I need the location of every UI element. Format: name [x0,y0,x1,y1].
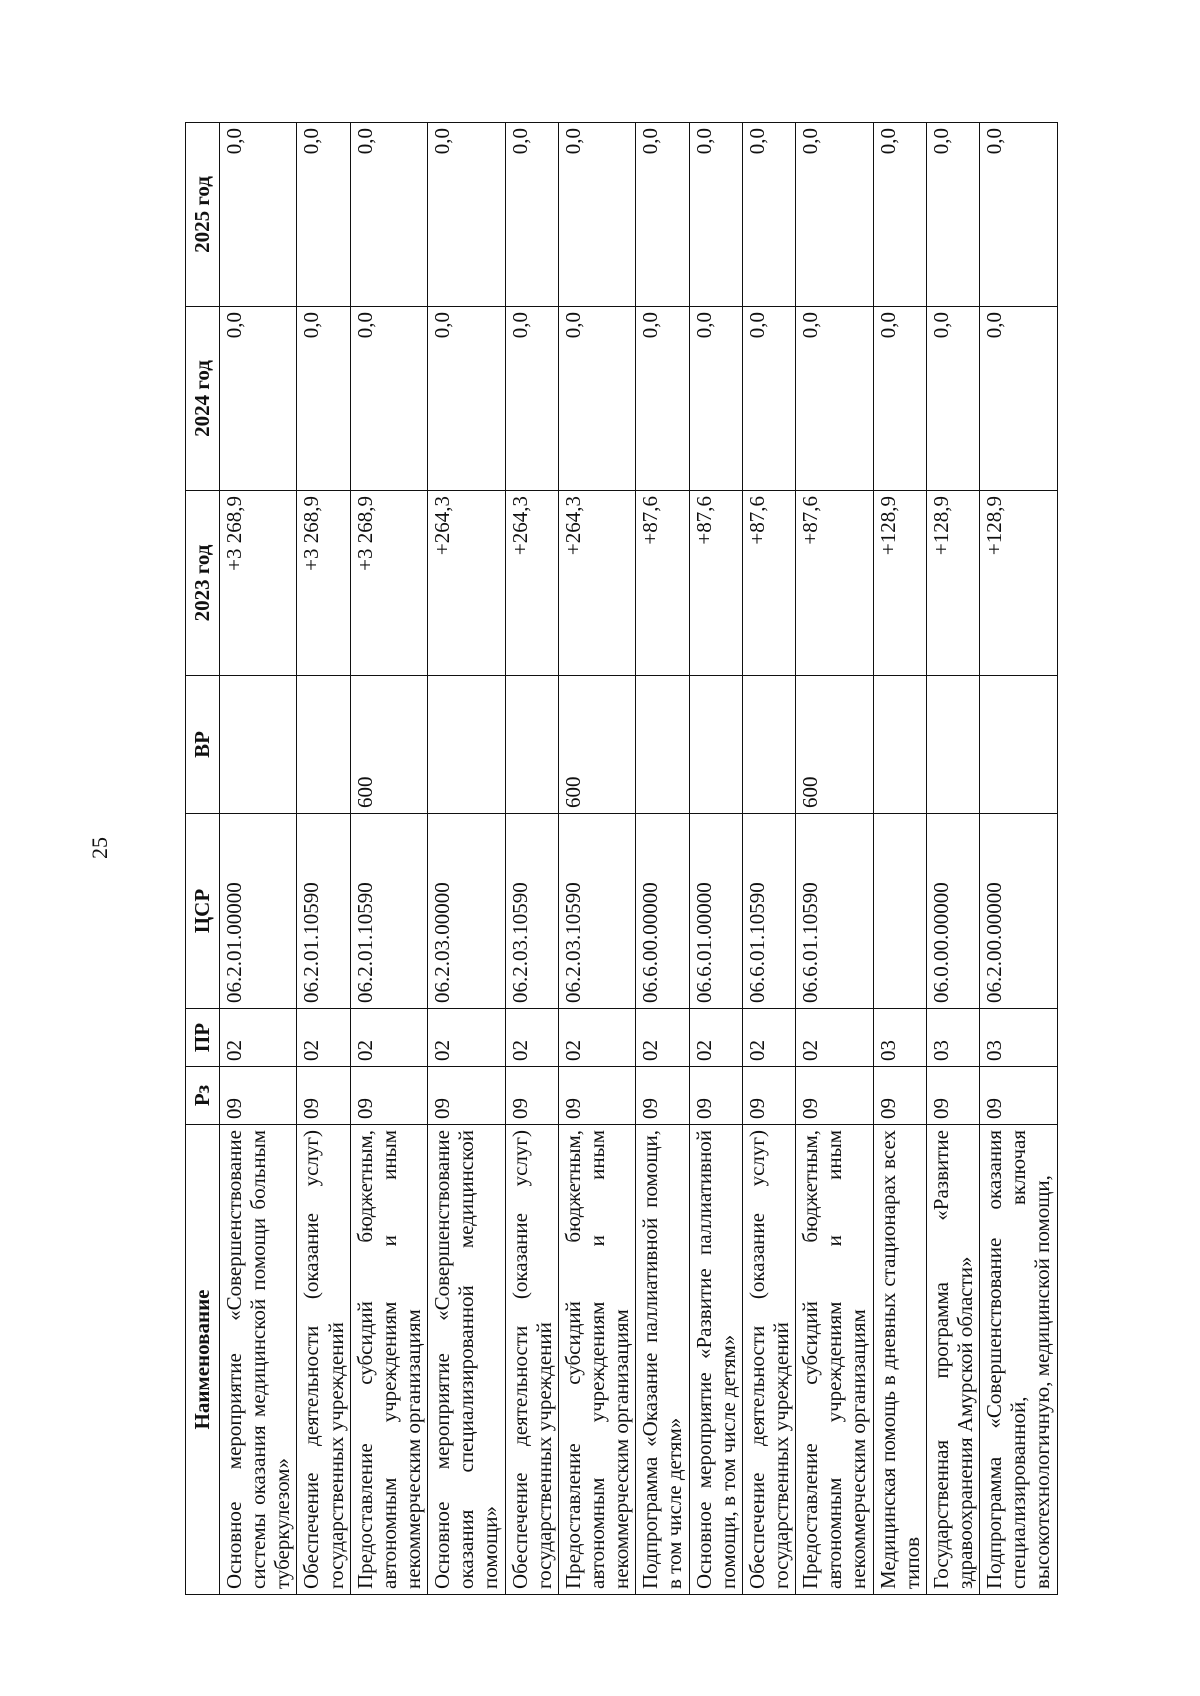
cell-name: Предоставление субсидий бюджетным, автономным учреждениям и иным некоммерческим организациям [558,1125,635,1595]
cell-pr: 02 [220,1009,297,1067]
cell-2024: 0,0 [297,307,350,491]
header-2023: 2023 год [186,491,220,676]
cell-pr: 02 [636,1009,689,1067]
cell-pr: 02 [428,1009,505,1067]
table-body [220,123,1058,1595]
table-row [689,123,742,1595]
cell-2024: 0,0 [742,307,795,491]
cell-rz: 09 [980,1067,1057,1125]
cell-name: Основное мероприятие «Совершенствование системы оказания медицинской помощи больным туберкулезом» [220,1125,297,1595]
cell-name: Подпрограмма «Оказание паллиативной помощи, в том числе детям» [636,1125,689,1595]
table-header-row [186,123,220,1595]
header-2024: 2024 год [186,307,220,491]
cell-name: Предоставление субсидий бюджетным, автономным учреждениям и иным некоммерческим организациям [350,1125,427,1595]
cell-2023: +264,3 [428,491,505,676]
cell-2025: 0,0 [505,123,558,307]
cell-2025: 0,0 [980,123,1057,307]
table-row [980,123,1057,1595]
cell-vr [220,676,297,814]
cell-csr: 06.2.03.10590 [505,814,558,1009]
cell-2024: 0,0 [505,307,558,491]
cell-2023: +87,6 [636,491,689,676]
header-rz: Рз [186,1067,220,1125]
cell-csr: 06.2.01.10590 [350,814,427,1009]
header-2025: 2025 год [186,123,220,307]
header-name: Наименование [186,1125,220,1595]
cell-vr [873,676,926,814]
table-row [873,123,926,1595]
cell-vr [689,676,742,814]
cell-2024: 0,0 [220,307,297,491]
cell-pr: 03 [873,1009,926,1067]
cell-2023: +264,3 [505,491,558,676]
cell-2023: +3 268,9 [297,491,350,676]
cell-vr [742,676,795,814]
table-row [742,123,795,1595]
cell-name: Предоставление субсидий бюджетным, автономным учреждениям и иным некоммерческим организациям [796,1125,873,1595]
cell-2023: +264,3 [558,491,635,676]
cell-2025: 0,0 [796,123,873,307]
cell-csr: 06.2.00.00000 [980,814,1057,1009]
cell-csr: 06.2.01.00000 [220,814,297,1009]
cell-csr: 06.2.01.10590 [297,814,350,1009]
cell-vr [926,676,979,814]
cell-2023: +3 268,9 [220,491,297,676]
table-row [220,123,297,1595]
cell-2023: +128,9 [926,491,979,676]
cell-vr [980,676,1057,814]
cell-rz: 09 [297,1067,350,1125]
cell-pr: 02 [350,1009,427,1067]
cell-rz: 09 [636,1067,689,1125]
cell-2025: 0,0 [689,123,742,307]
cell-pr: 02 [796,1009,873,1067]
cell-rz: 09 [350,1067,427,1125]
budget-table [185,122,1058,1595]
cell-pr: 02 [558,1009,635,1067]
cell-2023: +87,6 [796,491,873,676]
cell-2024: 0,0 [926,307,979,491]
header-vr: ВР [186,676,220,814]
table-row [297,123,350,1595]
cell-2025: 0,0 [873,123,926,307]
table-row [350,123,427,1595]
cell-rz: 09 [873,1067,926,1125]
header-pr: ПР [186,1009,220,1067]
cell-2025: 0,0 [350,123,427,307]
table-row [505,123,558,1595]
cell-csr: 06.6.01.00000 [689,814,742,1009]
cell-2025: 0,0 [428,123,505,307]
cell-vr: 600 [350,676,427,814]
cell-rz: 09 [689,1067,742,1125]
cell-2023: +3 268,9 [350,491,427,676]
table-row [558,123,635,1595]
cell-2025: 0,0 [636,123,689,307]
cell-name: Основное мероприятие «Развитие паллиативной помощи, в том числе детям» [689,1125,742,1595]
cell-vr [297,676,350,814]
cell-pr: 02 [689,1009,742,1067]
cell-rz: 09 [926,1067,979,1125]
table-row [428,123,505,1595]
cell-rz: 09 [428,1067,505,1125]
cell-name: Медицинская помощь в дневных стационарах всех типов [873,1125,926,1595]
cell-name: Обеспечение деятельности (оказание услуг) государственных учреждений [505,1125,558,1595]
cell-2023: +87,6 [742,491,795,676]
cell-2025: 0,0 [558,123,635,307]
cell-vr [428,676,505,814]
cell-rz: 09 [796,1067,873,1125]
cell-csr: 06.2.03.00000 [428,814,505,1009]
cell-2025: 0,0 [926,123,979,307]
cell-name: Подпрограмма «Совершенствование оказания специализированной, включая высокотехнологичную, медицинской помощи, [980,1125,1057,1595]
cell-2025: 0,0 [742,123,795,307]
cell-csr: 06.6.01.10590 [796,814,873,1009]
cell-rz: 09 [220,1067,297,1125]
cell-2024: 0,0 [873,307,926,491]
cell-pr: 03 [926,1009,979,1067]
header-csr: ЦСР [186,814,220,1009]
page-number: 25 [87,837,112,859]
cell-rz: 09 [505,1067,558,1125]
cell-csr [873,814,926,1009]
cell-2024: 0,0 [636,307,689,491]
rotated-table-wrapper [185,123,1055,1595]
cell-2024: 0,0 [350,307,427,491]
cell-pr: 02 [505,1009,558,1067]
cell-2024: 0,0 [428,307,505,491]
table-row [796,123,873,1595]
cell-csr: 06.2.03.10590 [558,814,635,1009]
cell-vr: 600 [558,676,635,814]
table-row [926,123,979,1595]
cell-2025: 0,0 [220,123,297,307]
cell-pr: 03 [980,1009,1057,1067]
cell-vr [636,676,689,814]
cell-csr: 06.6.01.10590 [742,814,795,1009]
cell-2024: 0,0 [980,307,1057,491]
cell-2025: 0,0 [297,123,350,307]
cell-csr: 06.0.00.00000 [926,814,979,1009]
cell-vr: 600 [796,676,873,814]
cell-name: Основное мероприятие «Совершенствование оказания специализированной медицинской помощи» [428,1125,505,1595]
cell-name: Государственная программа «Развитие здравоохранения Амурской области» [926,1125,979,1595]
cell-2024: 0,0 [558,307,635,491]
cell-rz: 09 [558,1067,635,1125]
cell-csr: 06.6.00.00000 [636,814,689,1009]
cell-pr: 02 [742,1009,795,1067]
cell-2023: +128,9 [980,491,1057,676]
cell-vr [505,676,558,814]
cell-2024: 0,0 [689,307,742,491]
cell-2023: +128,9 [873,491,926,676]
cell-name: Обеспечение деятельности (оказание услуг) государственных учреждений [297,1125,350,1595]
cell-pr: 02 [297,1009,350,1067]
cell-2024: 0,0 [796,307,873,491]
cell-rz: 09 [742,1067,795,1125]
cell-2023: +87,6 [689,491,742,676]
table-row [636,123,689,1595]
cell-name: Обеспечение деятельности (оказание услуг) государственных учреждений [742,1125,795,1595]
